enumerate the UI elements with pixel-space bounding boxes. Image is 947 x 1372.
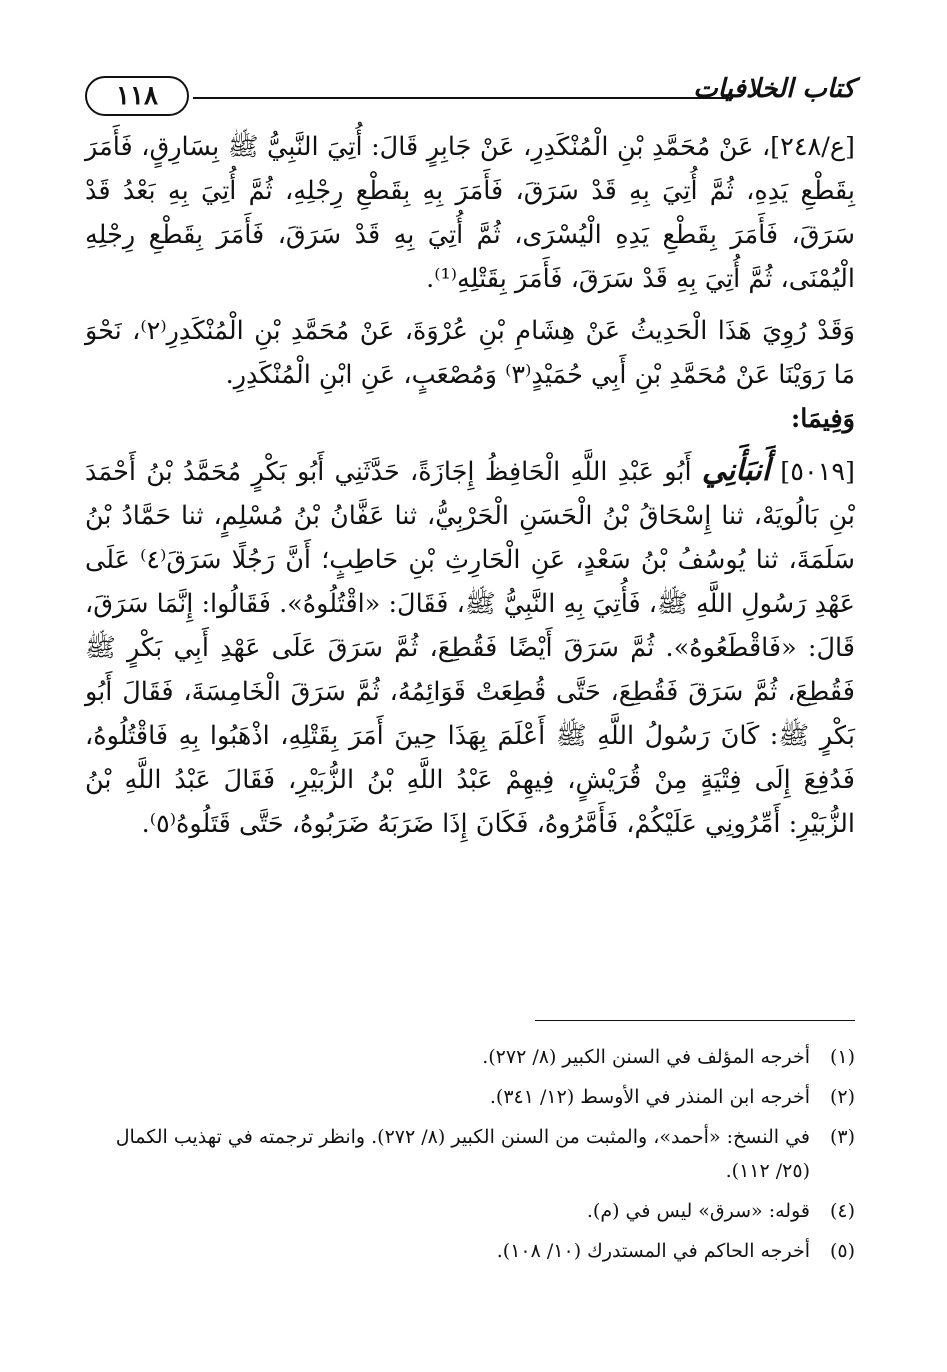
hadith-text: أَبُو عَبْدِ اللَّهِ الْحَافِظُ إِجَازَةً، حَدَّثَنِي أَبُو بَكْرٍ مُحَمَّدُ بْنُ أَحْمَدَ بْنِ بَالُويَهْ، ثنا إِسْحَاقُ بْنُ الْحَسَنِ الْحَرْبِيُّ، ثنا عَفَّانُ بْنُ مُسْلِمٍ، ثنا حَمَّادُ بْنُ سَلَمَةَ، ثنا يُوسُفُ بْنُ سَعْدٍ، عَنِ الْحَارِثِ بْنِ حَاطِبٍ؛ أَنَّ رَجُلًا سَرَقَ⁽٤⁾ عَلَى عَهْدِ رَسُولِ اللَّهِ ﷺ، فَأُتِيَ بِهِ النَّبِيُّ ﷺ، فَقَالَ: «اقْتُلُوهُ». فَقَالُوا: إِنَّمَا سَرَقَ، قَالَ: «فَاقْطَعُوهُ». ثُمَّ سَرَقَ أَيْضًا فَقُطِعَ، ثُمَّ سَرَقَ عَلَى عَهْدِ أَبِي بَكْرٍ ﷺ فَقُطِعَ، ثُمَّ سَرَقَ فَقُطِعَ، حَتَّى قُطِعَتْ قَوَائِمُهُ، ثُمَّ سَرَقَ الْخَامِسَةَ، فَقَالَ أَبُو بَكْرٍ ﷺ: كَانَ رَسُولُ اللَّهِ ﷺ أَعْلَمَ بِهَذَا حِينَ أَمَرَ بِقَتْلِهِ، اذْهَبُوا بِهِ فَاقْتُلُوهُ، فَدُفِعَ إِلَى فِتْيَةٍ مِنْ قُرَيْشٍ، فِيهِمْ عَبْدُ اللَّهِ بْنُ الزُّبَيْرِ، فَقَالَ عَبْدُ اللَّهِ بْنُ الزُّبَيْرِ: أَمِّرُونِي عَلَيْكُمْ، فَأَمَّرُوهُ، فَكَانَ إِذَا ضَرَبَهُ ضَرَبُوهُ، حَتَّى قَتَلُوهُ⁽٥⁾. [85, 457, 855, 839]
footnote-item [85, 1234, 855, 1268]
page-number: ١١٨ [116, 81, 158, 111]
footnote-item [85, 1194, 855, 1228]
footnote-text: في النسخ: «أحمد»، والمثبت من السنن الكبير (٨/ ٢٧٢). وانظر ترجمته في تهذيب الكمال (٢٥/ ١١٢). [115, 1126, 810, 1182]
footnote-number: (٢) [829, 1086, 855, 1108]
footnote-text: أخرجه ابن المنذر في الأوسط (١٢/ ٣٤١). [489, 1086, 810, 1108]
paragraph-2: وَقَدْ رُوِيَ هَذَا الْحَدِيثُ عَنْ هِشَامِ بْنِ عُرْوَةَ، عَنْ مُحَمَّدِ بْنِ الْمُنْكَدِرِ⁽٢⁾، نَحْوَ مَا رَوَيْنَا عَنْ مُحَمَّدِ بْنِ أَبِي حُمَيْدٍ⁽٣⁾ وَمُصْعَبٍ، عَنِ ابْنِ الْمُنْكَدِرِ. [85, 316, 855, 390]
footnote-item [85, 1080, 855, 1114]
header-rule [193, 97, 733, 99]
footnote-separator [535, 1020, 855, 1021]
footnote-number: (٤) [829, 1200, 855, 1222]
hadith-number: [٥٠١٩] [780, 457, 855, 487]
paragraph-4 [85, 449, 855, 846]
paragraph-1: [ع/٢٤٨]، عَنْ مُحَمَّدِ بْنِ الْمُنْكَدِرِ، عَنْ جَابِرٍ قَالَ: أُتِيَ النَّبِيُّ ﷺ بِسَارِقٍ، فَأَمَرَ بِقَطْعِ يَدِهِ، ثُمَّ أُتِيَ بِهِ قَدْ سَرَقَ، فَأَمَرَ بِهِ بِقَطْعِ رِجْلِهِ، ثُمَّ أُتِيَ بِهِ بَعْدُ قَدْ سَرَقَ، فَأَمَرَ بِقَطْعِ يَدِهِ الْيُسْرَى، ثُمَّ أُتِيَ بِهِ قَدْ سَرَقَ، فَأَمَرَ بِقَطْعِ رِجْلِهِ الْيُمْنَى، ثُمَّ أُتِيَ بِهِ قَدْ سَرَقَ، فَأَمَرَ بِقَتْلِهِ⁽¹⁾. [85, 132, 855, 294]
footnote-number: (١) [829, 1046, 855, 1068]
footnote-text: أخرجه المؤلف في السنن الكبير (٨/ ٢٧٢). [482, 1046, 810, 1068]
footnote-text: قوله: «سرق» ليس في (م). [586, 1200, 810, 1222]
footnote-number: (٥) [829, 1240, 855, 1262]
footnote-item [85, 1120, 855, 1188]
page-header [85, 70, 855, 116]
footnotes [85, 1040, 855, 1274]
footnote-number: (٣) [829, 1126, 855, 1148]
hadith-lead-word: أَنبَأَنِي [701, 453, 771, 488]
main-text [85, 125, 855, 846]
footnote-item [85, 1040, 855, 1074]
book-title: كتاب الخلافيات [693, 74, 855, 104]
paragraph-3: وَفِيمَا: [790, 404, 855, 434]
footnote-text: أخرجه الحاكم في المستدرك (١٠/ ١٠٨). [496, 1240, 810, 1262]
page-number-badge [85, 76, 189, 116]
